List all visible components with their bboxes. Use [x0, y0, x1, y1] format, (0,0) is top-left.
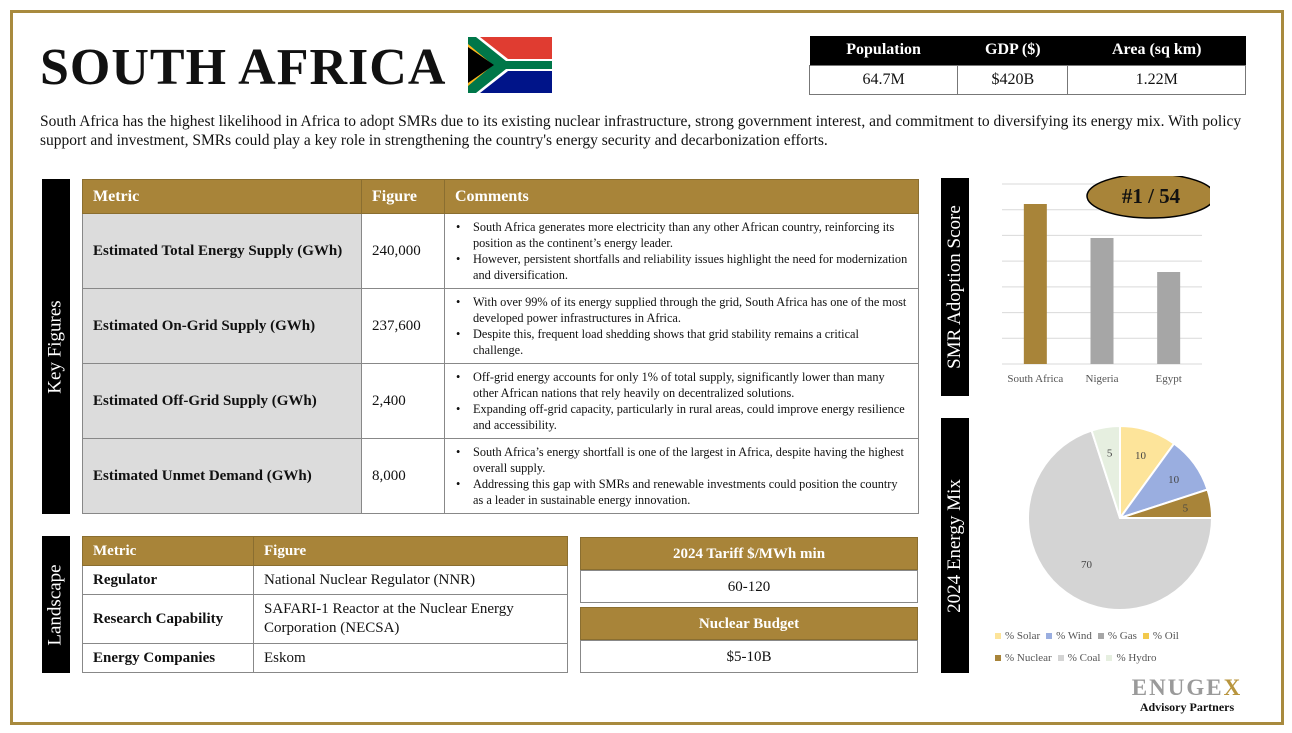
legend-swatch — [1058, 655, 1064, 661]
legend-swatch — [1046, 633, 1052, 639]
stats-value-gdp: $420B — [958, 65, 1068, 94]
ls-metric: Regulator — [83, 566, 254, 595]
logo-name: ENUGE — [1131, 675, 1224, 700]
energy-mix-legend — [995, 625, 1235, 669]
tariff-value: 60-120 — [580, 570, 918, 603]
kf-metric: Estimated Unmet Demand (GWh) — [83, 439, 362, 514]
landscape-table — [82, 536, 568, 673]
smr-score-side-label — [941, 178, 969, 396]
legend-label: % Gas — [1107, 630, 1137, 642]
ls-metric: Energy Companies — [83, 644, 254, 673]
kf-header-comments: Comments — [445, 180, 919, 214]
legend-label: % Solar — [1005, 630, 1041, 642]
budget-box — [580, 607, 918, 673]
stats-header-gdp: GDP ($) — [958, 36, 1068, 65]
list-item: • However, persistent shortfalls and reliability issues highlight the need for modernization and diversification. — [453, 251, 910, 283]
key-figures-table — [82, 179, 919, 514]
list-item: • Addressing this gap with SMRs and renewable investments could position the country as a leader in sustainable energy innovation. — [453, 476, 910, 508]
x-tick-label: South Africa — [1007, 373, 1064, 385]
kf-comments — [445, 214, 919, 289]
stats-header-population: Population — [810, 36, 958, 65]
kf-figure: 8,000 — [362, 439, 445, 514]
stats-header-area: Area (sq km) — [1068, 36, 1246, 65]
list-item: • Off-grid energy accounts for only 1% of total supply, significantly lower than many other African nations that rely heavily on decentralized solutions. — [453, 369, 910, 401]
kf-metric: Estimated Off-Grid Supply (GWh) — [83, 364, 362, 439]
kf-header-metric: Metric — [83, 180, 362, 214]
budget-value: $5-10B — [580, 640, 918, 673]
legend-swatch — [1106, 655, 1112, 661]
bar-nigeria — [1091, 238, 1114, 364]
kf-figure: 240,000 — [362, 214, 445, 289]
ls-figure: Eskom — [254, 644, 568, 673]
kf-comments — [445, 364, 919, 439]
legend-swatch — [1143, 633, 1149, 639]
table-row — [83, 595, 568, 644]
legend-item — [1106, 647, 1156, 669]
legend-label: % Oil — [1152, 630, 1179, 642]
landscape-side-label — [42, 536, 70, 673]
smr-score-label-text: SMR Adoption Score — [944, 205, 965, 369]
energy-mix-side-label — [941, 418, 969, 673]
legend-label: % Wind — [1056, 630, 1092, 642]
logo-name-accent: X — [1223, 675, 1243, 700]
kf-figure: 237,600 — [362, 289, 445, 364]
landscape-label-text: Landscape — [45, 563, 67, 646]
pie-data-label: 10 — [1134, 450, 1146, 463]
legend-item — [1143, 625, 1179, 647]
smr-score-bar-chart — [990, 176, 1210, 396]
stats-value-population: 64.7M — [810, 65, 958, 94]
legend-swatch — [995, 655, 1001, 661]
pie-data-label: 5 — [1106, 447, 1113, 460]
bar-egypt — [1157, 272, 1180, 364]
intro-paragraph: South Africa has the highest likelihood in Africa to adopt SMRs due to its existing nuclear infrastructure, strong government interest, and commitment to diversifying its energy mix. With policy support and investment, SMRs could play a key role in strengthening the country's energy security and decarbonization efforts. — [40, 113, 1242, 149]
kf-figure: 2,400 — [362, 364, 445, 439]
pie-data-label: 70 — [1080, 559, 1092, 572]
ls-metric: Research Capability — [83, 595, 254, 644]
legend-item — [1058, 647, 1101, 669]
legend-item — [995, 625, 1040, 647]
budget-label: Nuclear Budget — [580, 607, 918, 640]
ls-figure: SAFARI-1 Reactor at the Nuclear Energy Corporation (NECSA) — [254, 595, 568, 644]
enugex-logo — [1112, 676, 1262, 715]
list-item: • South Africa generates more electricity than any other African country, reinforcing its position as the continent’s energy leader. — [453, 219, 910, 251]
kf-comments — [445, 289, 919, 364]
kf-metric: Estimated On-Grid Supply (GWh) — [83, 289, 362, 364]
table-row — [83, 289, 919, 364]
logo-subtitle: Advisory Partners — [1139, 700, 1235, 714]
ls-figure: National Nuclear Regulator (NNR) — [254, 566, 568, 595]
legend-label: % Coal — [1067, 652, 1101, 664]
bar-south-africa — [1024, 204, 1047, 364]
legend-label: % Nuclear — [1005, 652, 1052, 664]
tariff-label: 2024 Tariff $/MWh min — [580, 537, 918, 570]
legend-item — [995, 647, 1052, 669]
legend-swatch — [995, 633, 1001, 639]
x-tick-label: Nigeria — [1085, 373, 1119, 385]
ls-header-figure: Figure — [254, 537, 568, 566]
legend-item — [1046, 625, 1092, 647]
key-figures-side-label — [42, 179, 70, 514]
list-item: • Expanding off-grid capacity, particularly in rural areas, could improve energy resilience and accessibility. — [453, 401, 910, 433]
south-africa-flag-icon — [468, 37, 552, 93]
logo-wordmark — [1112, 676, 1262, 700]
table-row — [83, 644, 568, 673]
rank-badge-text: #1 / 54 — [1121, 184, 1181, 208]
page-title: SOUTH AFRICA — [40, 39, 447, 96]
legend-swatch — [1098, 633, 1104, 639]
pie-data-label: 5 — [1182, 502, 1189, 515]
legend-label: % Hydro — [1116, 652, 1157, 664]
tariff-box — [580, 537, 918, 603]
pie-data-label: 10 — [1168, 474, 1180, 487]
table-row — [83, 214, 919, 289]
list-item: • South Africa’s energy shortfall is one of the largest in Africa, despite having the highest overall supply. — [453, 444, 910, 476]
stats-value-area: 1.22M — [1068, 65, 1246, 94]
list-item: • With over 99% of its energy supplied through the grid, South Africa has one of the most developed power infrastructures in Africa. — [453, 294, 910, 326]
table-row — [83, 566, 568, 595]
table-row — [83, 439, 919, 514]
kf-header-figure: Figure — [362, 180, 445, 214]
energy-mix-label-text: 2024 Energy Mix — [944, 478, 966, 613]
country-stats-table — [809, 36, 1246, 95]
x-tick-label: Egypt — [1155, 373, 1182, 385]
key-figures-label-text: Key Figures — [45, 299, 66, 394]
kf-comments — [445, 439, 919, 514]
ls-header-metric: Metric — [83, 537, 254, 566]
table-row — [83, 364, 919, 439]
list-item: • Despite this, frequent load shedding shows that grid stability remains a critical challenge. — [453, 326, 910, 358]
kf-metric: Estimated Total Energy Supply (GWh) — [83, 214, 362, 289]
legend-item — [1098, 625, 1137, 647]
